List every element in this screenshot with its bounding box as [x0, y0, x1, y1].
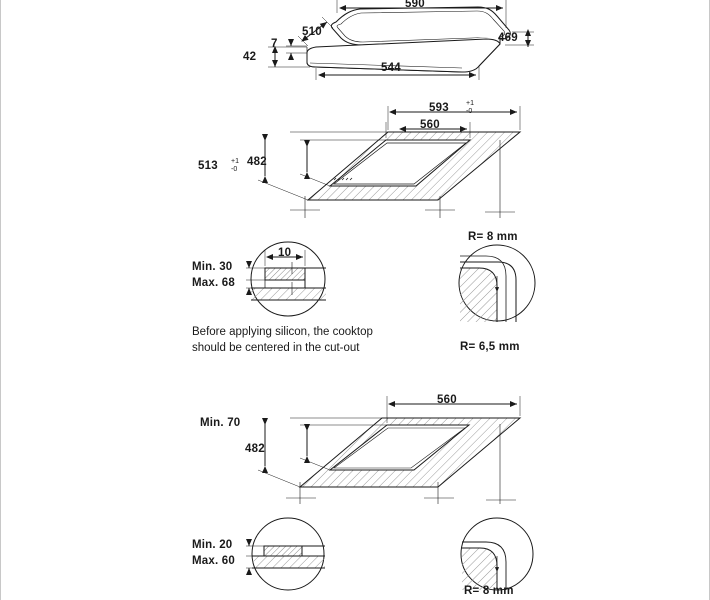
dim-label-10: 10 — [278, 247, 292, 259]
dim-label-min20: Min. 20 — [192, 539, 233, 551]
installation-note — [192, 324, 373, 356]
dim-label-42: 42 — [243, 51, 257, 63]
dim-label-593: 593 — [429, 102, 449, 114]
installation-note-line2: should be centered in the cut-out — [192, 342, 360, 354]
dim-label-590: 590 — [405, 0, 425, 10]
dim-label-min30: Min. 30 — [192, 261, 233, 273]
dim-label-510: 510 — [302, 26, 322, 38]
dim-label-513: 513 — [198, 160, 218, 172]
dim-label-482-standard: 482 — [245, 443, 265, 455]
installation-note-line1: Before applying silicon, the cooktop — [192, 326, 373, 338]
tolerance-593: +1 -0 — [466, 100, 474, 115]
dim-label-7: 7 — [271, 38, 278, 50]
dim-label-max60: Max. 60 — [192, 555, 235, 567]
dim-label-max68: Max. 68 — [192, 277, 235, 289]
tolerance-513: +1 -0 — [231, 158, 239, 173]
dim-label-469: 469 — [498, 32, 518, 44]
dim-label-482-flush: 482 — [247, 156, 267, 168]
dim-label-544: 544 — [381, 62, 401, 74]
dim-label-560-standard: 560 — [437, 394, 457, 406]
dim-label-560-flush: 560 — [420, 119, 440, 131]
dim-label-radius-8-standard: R= 8 mm — [464, 585, 514, 597]
dim-label-min70: Min. 70 — [200, 417, 241, 429]
dim-label-radius-65: R= 6,5 mm — [460, 341, 520, 353]
dim-label-radius-8: R= 8 mm — [468, 231, 518, 243]
